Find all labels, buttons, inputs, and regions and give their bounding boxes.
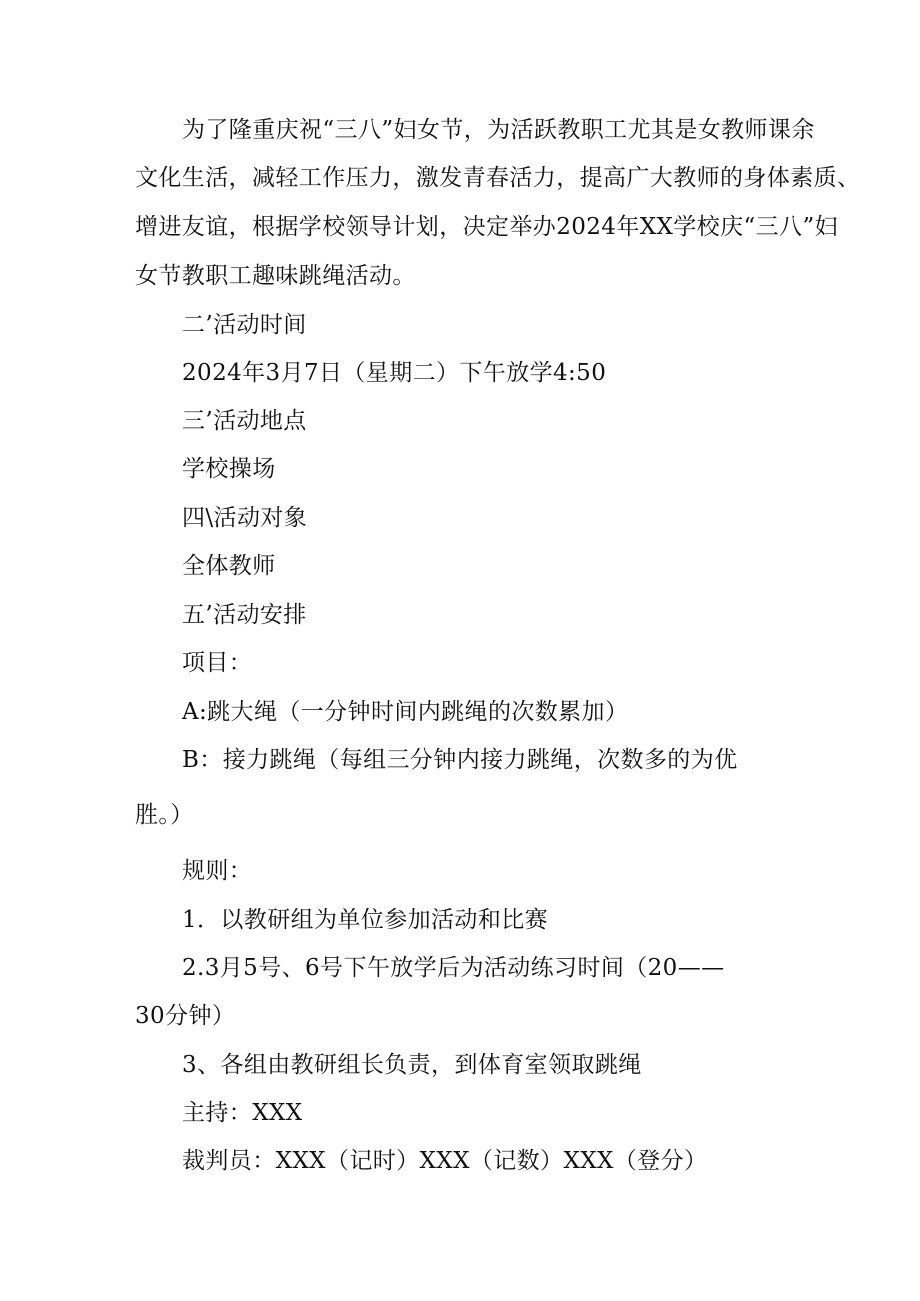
item-b-line-2: 胜。） [135, 802, 194, 828]
time-heading: 二’活动时间 [182, 312, 307, 338]
intro-line-2: 文化生活，减轻工作压力，激发青春活力，提高广大教师的身体素质、 [135, 165, 861, 191]
intro-line-4: 女节教职工趣味跳绳活动。 [135, 263, 416, 289]
judges-line: 裁判员：XXX（记时）XXX（记数）XXX（登分） [182, 1148, 708, 1174]
place-value: 学校操场 [182, 456, 276, 482]
rule-3: 3、各组由教研组长负责，到体育室领取跳绳 [182, 1052, 642, 1078]
items-label: 项目： [182, 650, 253, 676]
target-heading: 四\活动对象 [182, 505, 308, 531]
time-value: 2024年3月7日（星期二）下午放学4:50 [182, 360, 607, 386]
item-a: A:跳大绳（一分钟时间内跳绳的次数累加） [182, 699, 629, 725]
intro-line-3: 增进友谊，根据学校领导计划，决定举办2024年XX学校庆“三八”妇 [135, 214, 838, 240]
intro-line-1: 为了隆重庆祝“三八”妇女节，为活跃教职工尤其是女教师课余 [182, 117, 815, 143]
place-heading: 三’活动地点 [182, 408, 307, 434]
rule-1: 1．以教研组为单位参加活动和比赛 [182, 907, 549, 933]
host-line: 主持：XXX [182, 1100, 303, 1126]
rule-2-line-2: 30分钟） [135, 1003, 236, 1029]
target-value: 全体教师 [182, 553, 276, 579]
arrangement-heading: 五’活动安排 [182, 602, 307, 628]
rule-2-line-1: 2.3月5号、6号下午放学后为活动练习时间（20—— [182, 955, 725, 981]
rules-label: 规则： [182, 858, 253, 884]
item-b-line-1: B：接力跳绳（每组三分钟内接力跳绳，次数多的为优 [182, 747, 738, 773]
